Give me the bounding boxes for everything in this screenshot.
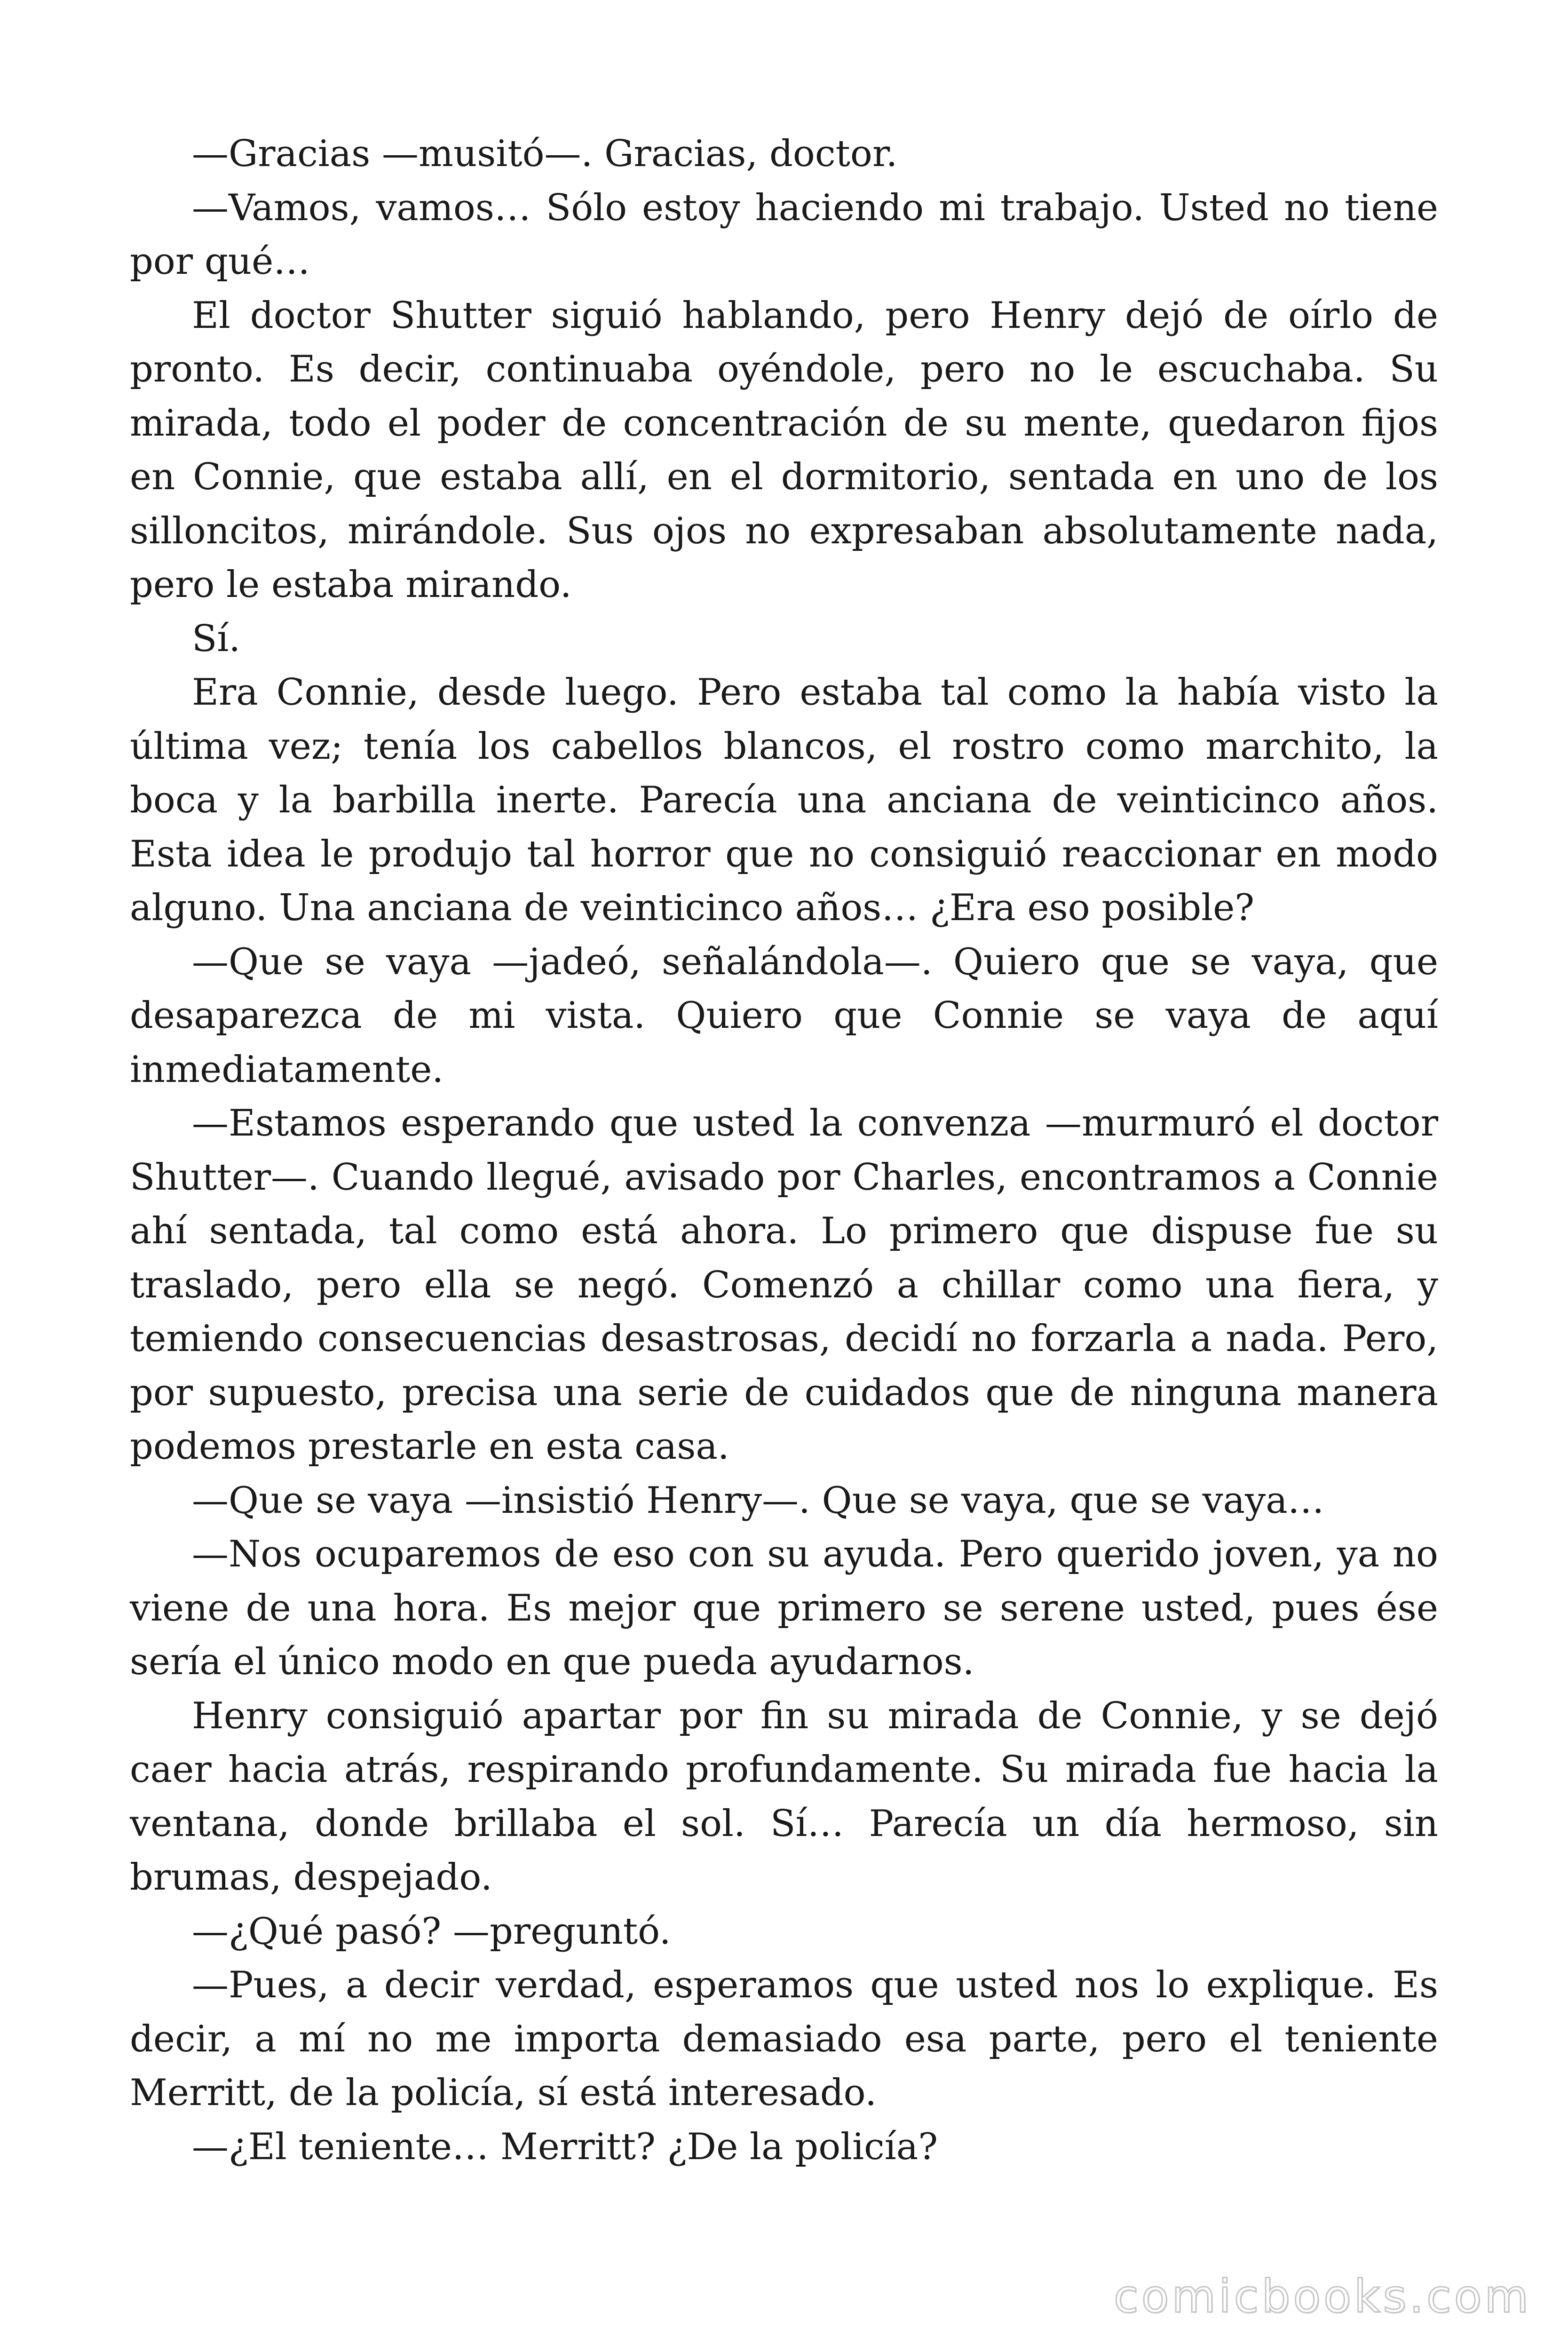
paragraph: —Pues, a decir verdad, esperamos que usted nos lo explique. Es decir, a mí no me importa demasiado esa parte, pero el teniente Merritt, de la policía, sí está interesado.	[130, 1964, 1438, 2114]
paragraph: —¿El teniente… Merritt? ¿De la policía?	[192, 2125, 938, 2168]
paragraph: —¿Qué pasó? —preguntó.	[192, 1910, 671, 1953]
paragraph: —Estamos esperando que usted la convenza —murmuró el doctor Shutter—. Cuando llegué, avisado por Charles, encontramos a Connie ahí sentada, tal como está ahora. Lo primero que dispuse fue su traslado, pero ella se negó. Comenzó a chillar como una fiera, y temiendo consecuencias desastrosas, decidí no forzarla a nada. Pero, por supuesto, precisa una serie de cuidados que de ninguna manera podemos prestarle en esta casa.	[130, 1102, 1438, 1468]
paragraph: —Que se vaya —jadeó, señalándola—. Quiero que se vaya, que desaparezca de mi vista. Quiero que Connie se vaya de aquí inmediatamente.	[130, 940, 1438, 1091]
paragraph: —Vamos, vamos… Sólo estoy haciendo mi trabajo. Usted no tiene por qué…	[130, 186, 1438, 283]
paragraph: Era Connie, desde luego. Pero estaba tal como la había visto la última vez; tenía los cabellos blancos, el rostro como marchito, la boca y la barbilla inerte. Parecía una anciana de veinticinco años. Esta idea le produjo tal horror que no consiguió reaccionar en modo alguno. Una anciana de veinticinco años… ¿Era eso posible?	[130, 671, 1438, 929]
paragraph: —Nos ocuparemos de eso con su ayuda. Pero querido joven, ya no viene de una hora. Es mejor que primero se serene usted, pues ése sería el único modo en que pueda ayudarnos.	[130, 1533, 1438, 1683]
body-text	[130, 127, 1438, 2174]
paragraph: Sí.	[192, 617, 241, 660]
paragraph: Henry consiguió apartar por fin su mirada de Connie, y se dejó caer hacia atrás, respirando profundamente. Su mirada fue hacia la ventana, donde brillaba el sol. Sí… Parecía un día hermoso, sin brumas, despejado.	[130, 1694, 1438, 1899]
paragraph: El doctor Shutter siguió hablando, pero Henry dejó de oírlo de pronto. Es decir, continuaba oyéndole, pero no le escuchaba. Su mirada, todo el poder de concentración de su mente, quedaron fijos en Connie, que estaba allí, en el dormitorio, sentada en uno de los silloncitos, mirándole. Sus ojos no expresaban absolutamente nada, pero le estaba mirando.	[130, 294, 1438, 606]
paragraph: —Gracias —musitó—. Gracias, doctor.	[192, 133, 898, 175]
watermark: comicbooks.com	[1113, 2270, 1531, 2323]
paragraph: —Que se vaya —insistió Henry—. Que se vaya, que se vaya…	[192, 1479, 1324, 1522]
